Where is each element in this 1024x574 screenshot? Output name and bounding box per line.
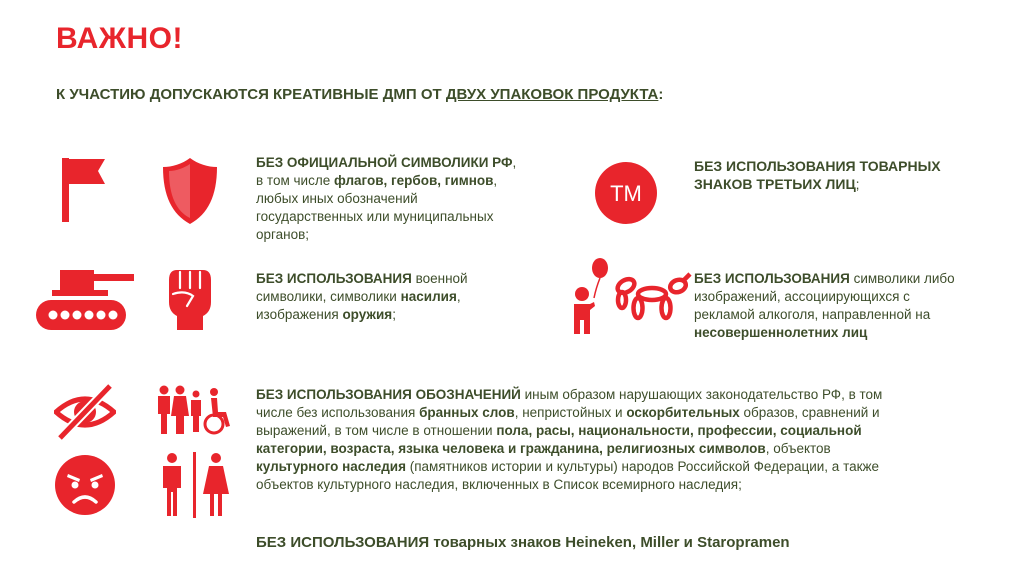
rule-text: государственных или муниципальных [256,209,494,224]
rule-heading: БЕЗ ИСПОЛЬЗОВАНИЯ [256,271,412,286]
rule-emphasis: пола, расы, национальности, профессии, социальной [496,423,862,438]
rule-emphasis: оружия [342,307,393,322]
trademark-label: TM [610,181,642,206]
rule-emphasis: оскорбительных [626,405,740,420]
rule-text: образов, сравнений и [739,405,880,420]
rule-text: иным образом нарушающих законодательство РФ, в том [520,387,883,402]
crossed-eye-icon [54,382,116,442]
rule-text: и [679,534,698,551]
rule-text: любых иных обозначений [256,191,418,206]
fist-icon [163,266,215,332]
rule-heading: БЕЗ ИСПОЛЬЗОВАНИЯ ОБОЗНАЧЕНИЙ [256,387,521,402]
brand-name: Heineken [565,534,632,551]
tank-icon [34,262,136,334]
rule-text: , [456,289,461,304]
rule-text: , объектов [765,441,831,456]
angry-face-icon [54,454,116,516]
rule-emphasis: насилия [400,289,457,304]
brand-name: Staropramen [697,534,790,551]
flag-icon [58,156,110,224]
people-wheelchair-icon [156,384,232,436]
rule-text: , [493,173,498,188]
brand-name: Miller [640,534,680,551]
trademark-icon [595,162,657,224]
rule-text: , [512,155,517,170]
rule-text: числе без использования [256,405,420,420]
rule-text: военной [411,271,468,286]
page-title: ВАЖНО! [56,22,183,55]
rule-emphasis: категории, возраста, языка человека и гражданина, религиозных символов [256,441,766,456]
rule-text: товарных знаков [429,534,566,551]
rule-emphasis: флагов, гербов, гимнов [333,173,494,188]
rule-military [256,270,576,324]
rule-emphasis: несовершеннолетних лиц [694,325,868,340]
subtitle-prefix: К УЧАСТИЮ ДОПУСКАЮТСЯ КРЕАТИВНЫЕ ДМП ОТ [56,86,446,103]
rule-heading: БЕЗ ИСПОЛЬЗОВАНИЯ ТОВАРНЫХ [694,158,941,174]
rule-text: выражений, в том числе в отношении [256,423,497,438]
rule-text: ; [392,307,396,322]
rule-heading: ЗНАКОВ ТРЕТЬИХ ЛИЦ [694,176,856,192]
rule-text: символики либо [849,271,955,286]
rule-text: ; [855,176,860,192]
rule-heading: БЕЗ ИСПОЛЬЗОВАНИЯ [694,271,850,286]
rule-emphasis: культурного наследия [256,459,406,474]
rule-heading: БЕЗ ОФИЦИАЛЬНОЙ СИМВОЛИКИ РФ [256,155,513,170]
balloon-dog-icon [612,272,692,328]
rule-minors [694,270,1004,342]
rule-text: изображения [256,307,343,322]
rule-text: (памятников истории и культуры) народов Российской Федерации, а также [405,459,880,474]
rule-official-symbols [256,154,586,244]
rule-designations [256,386,996,494]
subtitle-underlined: ДВУХ УПАКОВОК ПРОДУКТА [445,86,659,103]
rule-emphasis: бранных слов [419,405,515,420]
rule-text: органов; [256,227,310,242]
subtitle-suffix: : [658,86,664,103]
rule-text: в том числе [256,173,334,188]
rule-text: , [631,534,641,551]
rule-text: , непристойных и [514,405,627,420]
rule-text: символики, символики [256,289,401,304]
rule-text: объектов культурного наследия, включенных в Список всемирного наследия; [256,477,742,492]
man-woman-icon [158,452,232,518]
rule-trademarks [694,157,994,193]
rule-text: изображений, ассоциирующихся с [694,289,910,304]
rule-heading: БЕЗ ИСПОЛЬЗОВАНИЯ [256,534,430,551]
rule-text: рекламой алкоголя, направленной на [694,307,931,322]
page-subtitle [56,86,663,103]
shield-icon [160,156,220,226]
rule-brands [256,534,790,551]
